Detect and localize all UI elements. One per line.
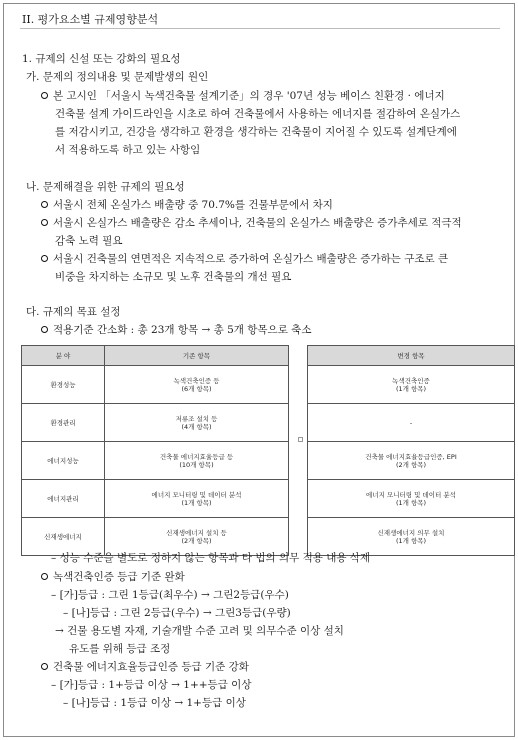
table-cell: 에너지성능	[22, 442, 105, 480]
paragraph-line: 건축물 설계 가이드라인을 시초로 하여 건축물에서 사용하는 에너지를 절감하여 온실가스	[55, 108, 461, 120]
title-divider	[20, 28, 500, 29]
table-cell: 에너지 모니터링 및 데이터 분석 (1개 항목)	[105, 480, 289, 518]
section-1a-title: 가. 문제의 정의내용 및 문제발생의 원인	[26, 71, 209, 83]
circle-bullet-icon	[41, 201, 48, 208]
circle-bullet-icon	[41, 255, 48, 262]
table-header: 변경 항목	[308, 346, 515, 366]
paragraph-line: 서 적용하도록 하고 있는 사항임	[55, 144, 201, 156]
table-cell: 환경관리	[22, 404, 105, 442]
paragraph-line: 비중을 차지하는 소규모 및 노후 건축물의 개선 필요	[55, 271, 292, 283]
table-cell: 녹색건축인증 등 (6개 항목)	[105, 366, 289, 404]
changed-items-table	[307, 345, 515, 556]
circle-bullet-icon	[41, 573, 48, 580]
table-header: 기존 항목	[105, 346, 289, 366]
table-anchor-marker	[298, 437, 303, 442]
table-cell: 건축물 에너지효율등급인증, EPI (2개 항목)	[308, 442, 515, 480]
paragraph-line: – [나]등급 : 1등급 이상 → 1+등급 이상	[63, 697, 246, 709]
section-1-title: 1. 규제의 신설 또는 강화의 필요성	[22, 53, 181, 65]
paragraph-line: 감축 노력 필요	[55, 235, 123, 247]
circle-bullet-icon	[41, 326, 48, 333]
table-cell: 건축물 에너지효율등급 등 (10개 항목)	[105, 442, 289, 480]
paragraph-line: 본 고시인 「서울시 녹색건축물 설계기준」의 경우 '07년 성능 베이스 친환경 · 에너지	[41, 89, 445, 103]
section-title: II. 평가요소별 규제영향분석	[22, 13, 159, 26]
circle-bullet-icon	[41, 219, 48, 226]
table-cell: 신재생에너지 의무 설치 (1개 항목)	[308, 518, 515, 556]
paragraph-line: 를 저감시키고, 건강을 생각하고 환경을 생각하는 건축물이 지어질 수 있도록 설계단계에	[55, 126, 457, 138]
table-cell: -	[308, 404, 515, 442]
table-cell: 에너지관리	[22, 480, 105, 518]
paragraph-line: – 성능 수준을 별도로 정하지 않는 항목과 타 법의 의무 적용 내용 삭제	[51, 552, 371, 564]
paragraph-line: 녹색건축인증 등급 기준 완화	[41, 570, 185, 584]
table-cell: 에너지 모니터링 및 데이터 분석 (1개 항목)	[308, 480, 515, 518]
paragraph-line: – [가]등급 : 1+등급 이상 → 1++등급 이상	[51, 679, 252, 691]
paragraph-line: – [가]등급 : 그린 1등급(최우수) → 그린2등급(우수)	[51, 589, 289, 601]
section-1c-title: 다. 규제의 목표 설정	[26, 306, 121, 318]
table-cell: 환경성능	[22, 366, 105, 404]
table-cell: 녹색건축인증 (1개 항목)	[308, 366, 515, 404]
paragraph-line: 서울시 온실가스 배출량은 감소 추세이나, 건축물의 온실가스 배출량은 증가추세로 적극적	[41, 216, 462, 230]
paragraph-line: 건축물 에너지효율등급인증 등급 기준 강화	[41, 660, 249, 674]
table-cell: 신재생에너지 설치 등 (2개 항목)	[105, 518, 289, 556]
circle-bullet-icon	[41, 92, 48, 99]
paragraph-line: 유도를 위해 등급 조정	[69, 643, 171, 655]
existing-items-table	[21, 345, 289, 556]
paragraph-line: 서울시 건축물의 연면적은 지속적으로 증가하여 온실가스 배출량은 증가하는 구조로 큰	[41, 252, 448, 266]
paragraph-line: 서울시 전체 온실가스 배출량 중 70.7%를 건물부문에서 차지	[41, 198, 333, 212]
section-1b-title: 나. 문제해결을 위한 규제의 필요성	[26, 181, 185, 193]
paragraph-line: 적용기준 간소화 : 총 23개 항목 → 총 5개 항목으로 축소	[41, 323, 311, 337]
circle-bullet-icon	[41, 663, 48, 670]
paragraph-line: → 건물 용도별 자재, 기술개발 수준 고려 및 의무수준 이상 설치	[55, 625, 344, 637]
paragraph-line: – [나]등급 : 그린 2등급(우수) → 그린3등급(우량)	[63, 607, 291, 619]
table-header: 분 야	[22, 346, 105, 366]
table-cell: 저류조 설치 등 (4개 항목)	[105, 404, 289, 442]
table-cell: 신재생에너지	[22, 518, 105, 556]
